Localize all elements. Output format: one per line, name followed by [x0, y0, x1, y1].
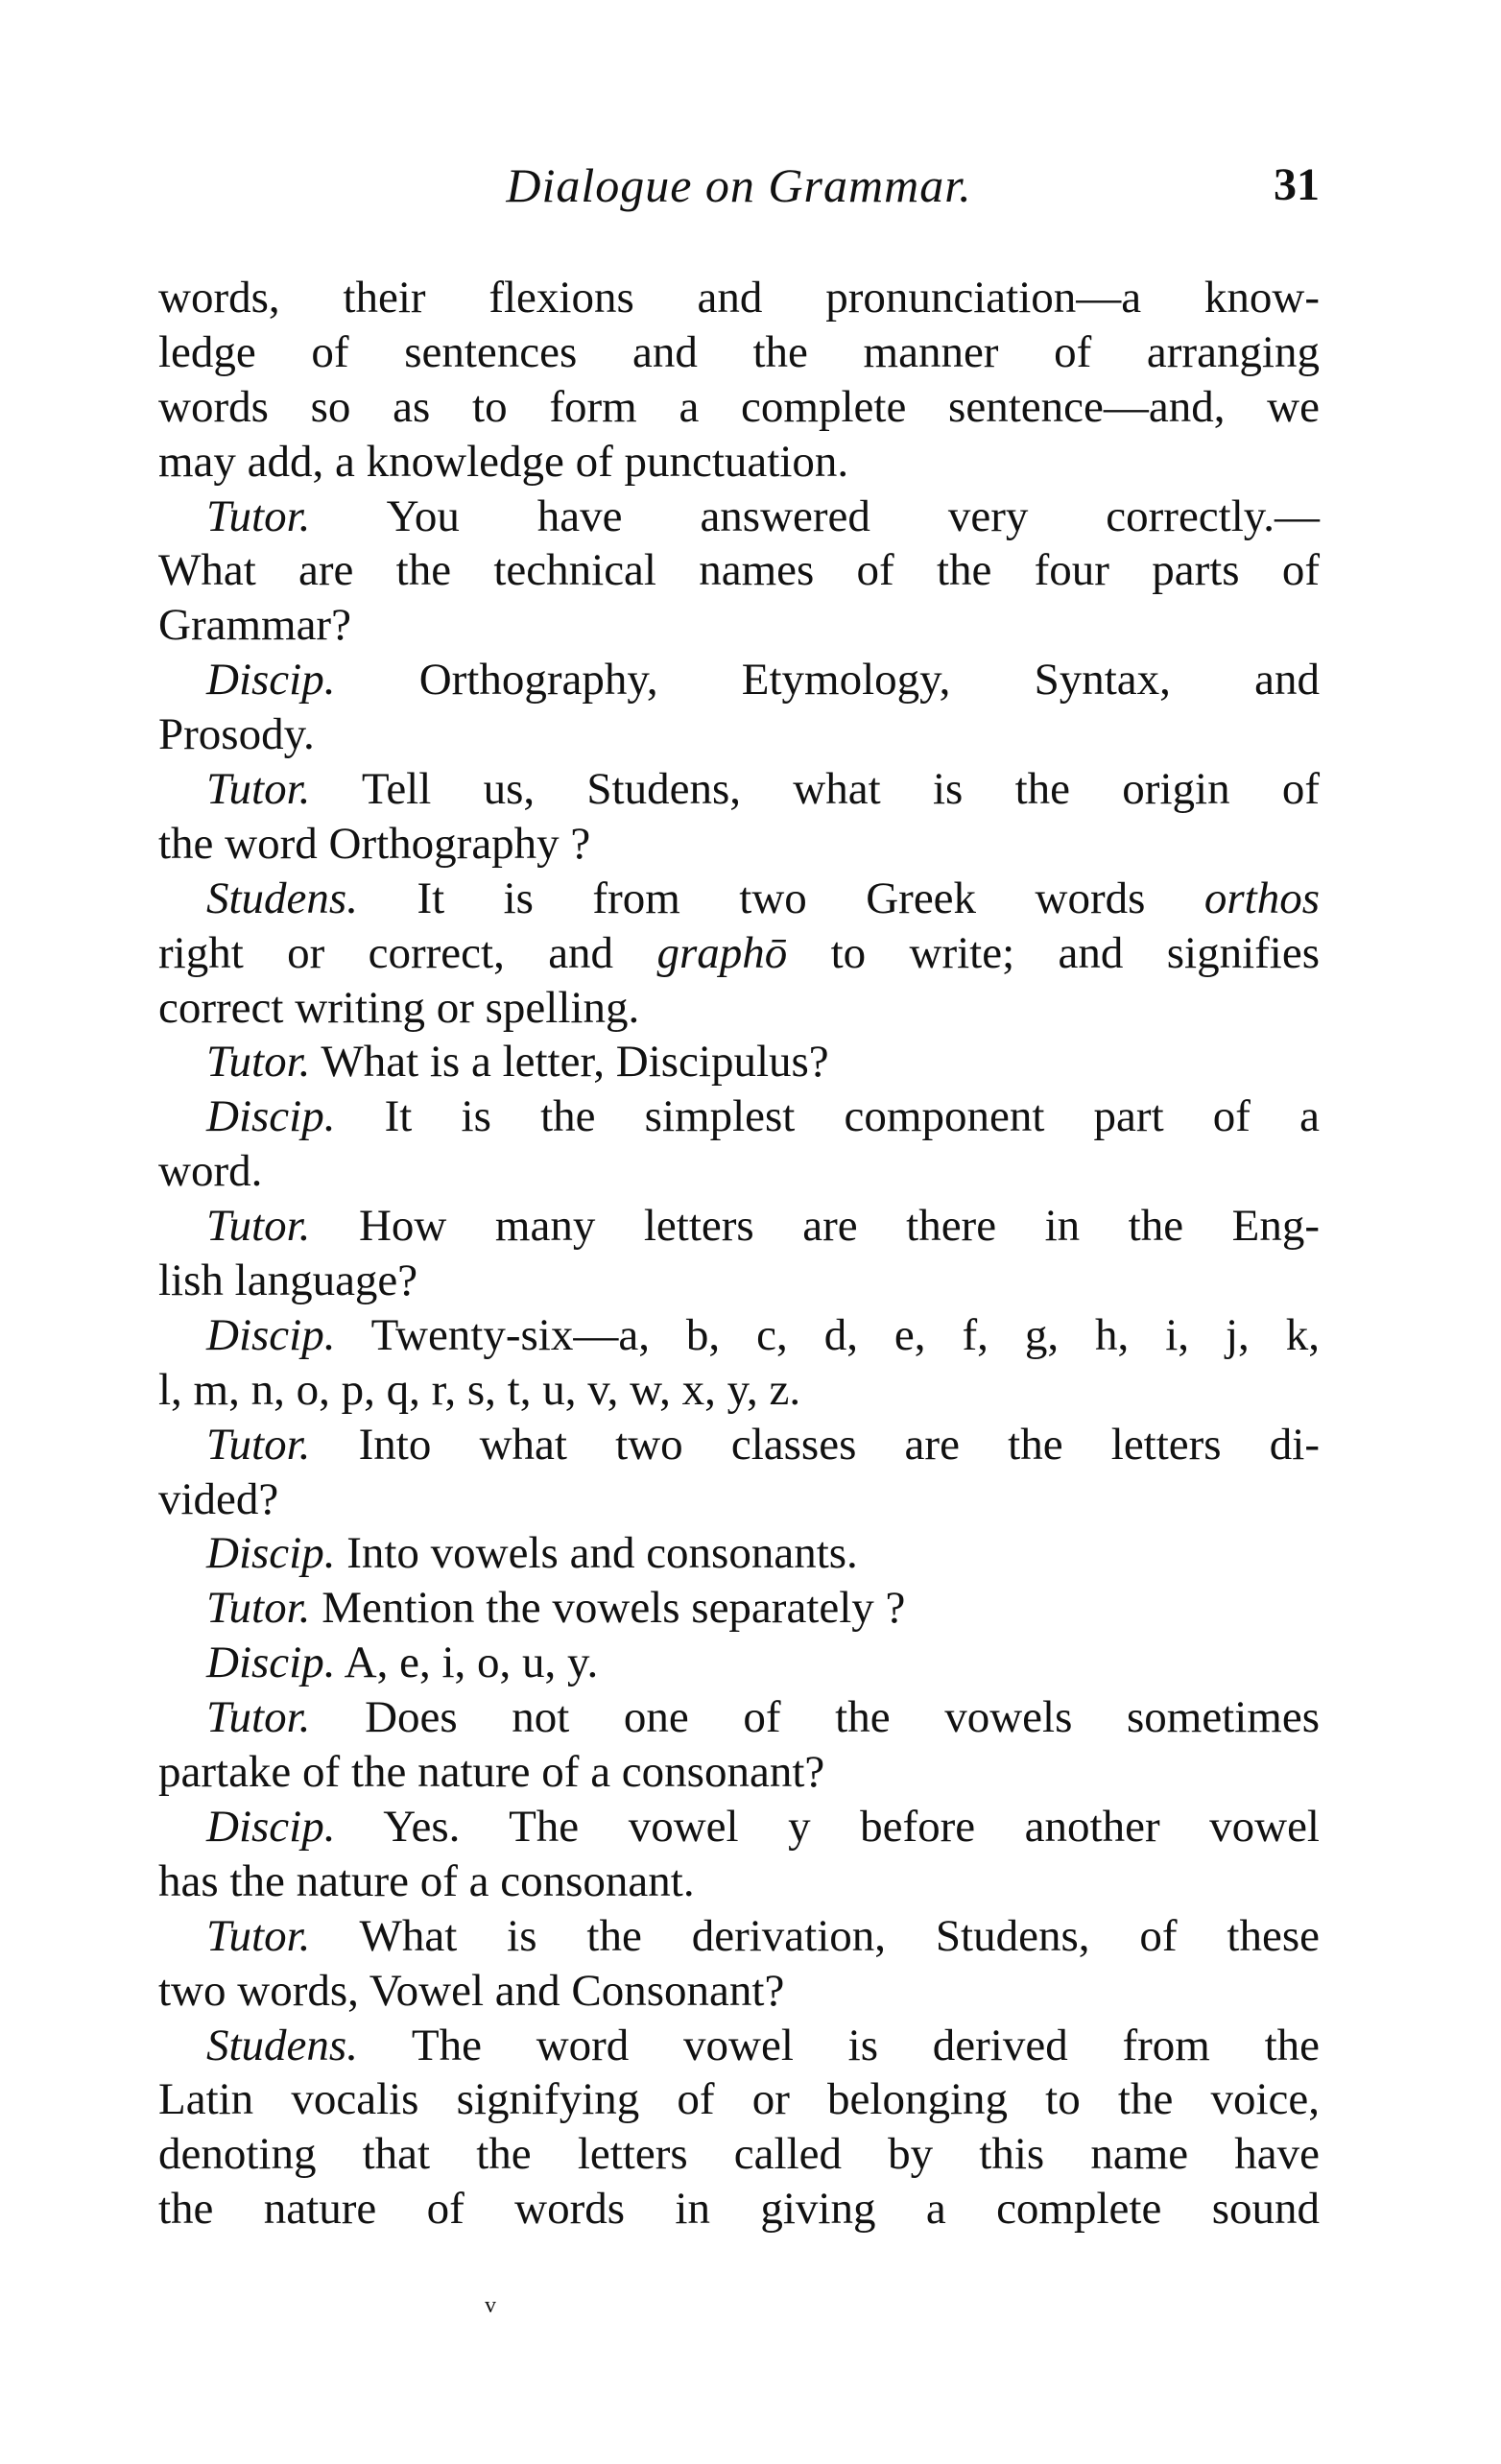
- speaker-label: Discip.: [206, 1638, 336, 1688]
- speaker-label: Discip.: [206, 1091, 336, 1142]
- running-head: [158, 152, 1320, 219]
- text-line: vided?: [158, 1473, 279, 1524]
- line-text: Mention the vowels separately ?: [322, 1583, 906, 1634]
- page-number: 31: [1274, 159, 1320, 210]
- line-text: A, e, i, o, u, y.: [344, 1638, 599, 1688]
- speaker-label: Studens.: [206, 2020, 358, 2070]
- line-text: It is the simplest component part of a: [384, 1091, 1320, 1142]
- line-text: Into what two classes are the letters di-: [358, 1419, 1321, 1470]
- text-line: [158, 926, 1320, 981]
- text-line: What are the technical names of the four parts of: [158, 545, 1320, 596]
- speaker-label: Tutor.: [206, 764, 311, 815]
- dialogue-line: [158, 872, 1320, 926]
- body-text: [158, 271, 1320, 2237]
- greek-word: orthos: [1203, 873, 1320, 923]
- text-line: Prosody.: [158, 709, 315, 760]
- text-line: word.: [158, 1146, 263, 1197]
- text-line: words, their flexions and pronunciation—a know-: [158, 273, 1320, 323]
- line-text: Into vowels and consonants.: [346, 1528, 858, 1579]
- speaker-label: Tutor.: [206, 1037, 311, 1088]
- dialogue-line: [158, 1581, 1320, 1636]
- line-text: It is from two Greek words: [417, 873, 1146, 923]
- speaker-label: Tutor.: [206, 1419, 311, 1470]
- line-text: The word vowel is derived from the: [411, 2020, 1320, 2070]
- dialogue-line: [158, 653, 1320, 707]
- dialogue-line: [158, 1308, 1320, 1363]
- dialogue-line: [158, 1035, 1320, 1089]
- dialogue-line: [158, 1089, 1320, 1144]
- line-text: What is the derivation, Studens, of these: [359, 1910, 1320, 1961]
- dialogue-line: [158, 1418, 1320, 1472]
- speaker-label: Tutor.: [206, 1692, 311, 1743]
- text-line: Latin vocalis signifying of or belonging to the voice,: [158, 2074, 1320, 2125]
- speaker-label: Discip.: [206, 1801, 336, 1852]
- dialogue-line: [158, 1636, 1320, 1690]
- text-line: two words, Vowel and Consonant?: [158, 1965, 785, 2016]
- catchword: v: [485, 2293, 496, 2318]
- text-line: Grammar?: [158, 600, 351, 651]
- speaker-label: Tutor.: [206, 1201, 311, 1252]
- text-line: correct writing or spelling.: [158, 982, 640, 1033]
- dialogue-line: [158, 762, 1320, 817]
- text-line: ledge of sentences and the manner of arranging: [158, 326, 1320, 377]
- speaker-label: Discip.: [206, 655, 336, 706]
- line-text: Orthography, Etymology, Syntax, and: [418, 655, 1320, 706]
- text-line: may add, a knowledge of punctuation.: [158, 436, 849, 487]
- text-line: lish language?: [158, 1256, 418, 1306]
- line-text: Tell us, Studens, what is the origin of: [361, 764, 1321, 815]
- text-line: the word Orthography ?: [158, 818, 591, 869]
- text-line: the nature of words in giving a complete sound: [158, 2184, 1320, 2235]
- dialogue-line: [158, 1526, 1320, 1581]
- speaker-label: Tutor.: [206, 490, 311, 541]
- speaker-label: Studens.: [206, 873, 358, 923]
- dialogue-line: [158, 2019, 1320, 2073]
- line-text: You have answered very correctly.—: [386, 490, 1320, 541]
- text-line: l, m, n, o, p, q, r, s, t, u, v, w, x, y, z.: [158, 1364, 801, 1415]
- line-text: Does not one of the vowels sometimes: [365, 1692, 1321, 1743]
- text-line: partake of the nature of a consonant?: [158, 1747, 825, 1798]
- line-text: right or correct, and: [158, 927, 614, 978]
- line-text: How many letters are there in the Eng-: [358, 1201, 1320, 1252]
- line-text: Yes. The vowel y before another vowel: [383, 1801, 1320, 1852]
- dialogue-line: [158, 1690, 1320, 1745]
- dialogue-line: [158, 1909, 1320, 1964]
- dialogue-line: [158, 490, 1320, 544]
- text-line: denoting that the letters called by this name have: [158, 2129, 1320, 2180]
- speaker-label: Tutor.: [206, 1583, 311, 1634]
- dialogue-line: [158, 1199, 1320, 1254]
- line-text: to write; and signifies: [830, 927, 1321, 978]
- text-line: has the nature of a consonant.: [158, 1855, 695, 1906]
- text-line: words so as to form a complete sentence—and, we: [158, 381, 1320, 432]
- line-text: What is a letter, Discipulus?: [321, 1037, 829, 1088]
- speaker-label: Tutor.: [206, 1910, 311, 1961]
- running-title: Dialogue on Grammar.: [506, 158, 972, 212]
- greek-word: graphō: [656, 927, 788, 978]
- speaker-label: Discip.: [206, 1309, 336, 1360]
- line-text: Twenty-six—a, b, c, d, e, f, g, h, i, j, k,: [370, 1309, 1320, 1360]
- dialogue-line: [158, 1800, 1320, 1854]
- speaker-label: Discip.: [206, 1528, 336, 1579]
